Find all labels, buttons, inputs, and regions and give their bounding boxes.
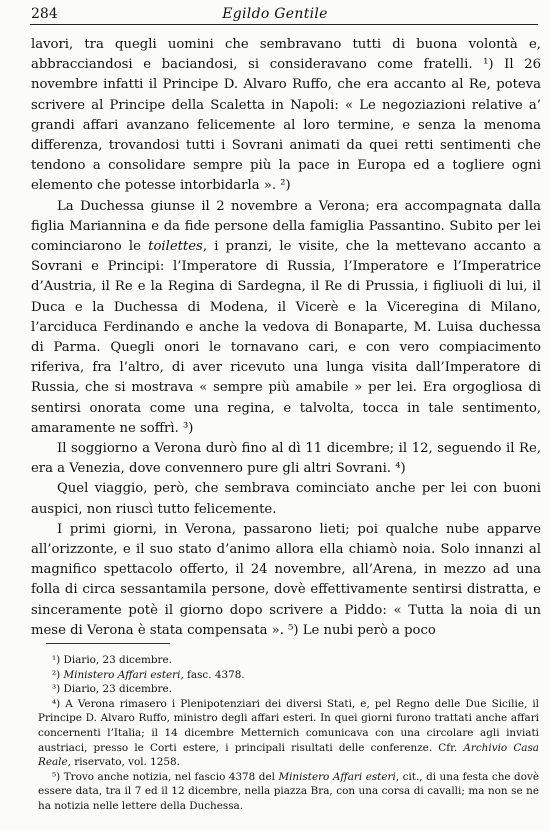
paragraph-1: lavori, tra quegli uomini che sembravano tutti di buona volontà e, abbracciandosi e baciandosi, si consideravano come fratelli. ¹) Il 26 novembre infatti il Principe D. Alvaro Ruffo, che era accanto al Re, poteva scrivere al Principe della Scaletta in Napoli: « Le negoziazioni relative a’ grandi affari avanzano felicemente al loro termine, e senza la menoma differenza, trovandosi tutti i Sovrani animati da quei retti sentimenti che tendono a consolidare sempre più la pace in Europa ed a togliere ogni elemento che potesse intorbidarla ». ²) xyxy=(31,37,541,194)
footnote-3: ³) Diario, 23 dicembre. xyxy=(52,683,172,696)
running-header xyxy=(0,0,550,24)
body-text xyxy=(31,35,541,641)
footnote-4-source: Archivio Casa Reale xyxy=(38,741,539,769)
paragraph-4: Quel viaggio, però, che sembrava cominciato anche per lei con buoni auspici, non riuscì tutto felicemente. xyxy=(31,481,541,517)
footnotes xyxy=(38,653,539,814)
italic-term: toilettes xyxy=(148,239,203,255)
footnote-2-ref: , fasc. 4378. xyxy=(180,668,245,681)
footnote-1: ¹) Diario, 23 dicembre. xyxy=(52,654,172,666)
footnote-rule xyxy=(46,643,170,644)
footnote-4 xyxy=(38,697,539,770)
running-title: Egildo Gentile xyxy=(222,6,328,22)
footnote-2-marker: ²) xyxy=(52,668,64,681)
footnote-2 xyxy=(38,668,539,683)
page-number: 284 xyxy=(31,6,58,22)
paragraph-2: La Duchessa giunse il 2 novembre a Verona; era accompagnata dalla figlia Mariannina e da fide persone della famiglia Passantino. Subito per lei cominciarono le toilettes, i pranzi, le visite, che la mettevano accanto a Sovrani e Principi: l’Imperatore di Russia, l’Imperatore e l’Imperatrice d’Austria, il Re e la Regina di Sardegna, il Re di Prussia, i figliuoli di lui, il Duca e la Duchessa di Modena, il Vicerè e la Viceregina di Milano, l’arciduca Ferdinando e anche la vedova di Bonaparte, M. Luisa duchessa di Parma. Quegli onori le tornavano cari, e con vero compiacimento riferiva, fra l’altro, di aver ricevuto una lunga visita dall’Imperatore di Russia, che si mostrava « sempre più amabile » per lei. Era orgogliosa di sentirsi onorata come una regina, e talvolta, tocca in tale sentimento, amaramente ne soffrì. ³) xyxy=(31,198,541,436)
paragraph-3: Il soggiorno a Verona durò fino al dì 11 dicembre; il 12, seguendo il Re, era a Venezia, dove convennero pure gli altri Sovrani. ⁴) xyxy=(31,441,541,477)
paragraph-5: I primi giorni, in Verona, passarono lieti; poi qualche nube apparve all’orizzonte, e il suo stato d’animo allora ella chiamò noia. Solo innanzi al magnifico spettacolo offerto, il 24 novembre, all’Arena, in mezzo ad una folla di circa sessantamila persone, dovè effettivamente sentirsi distratta, e sinceramente potè il giorno dopo scrivere a Piddo: « Tutta la noia di un mese di Verona è stata compensata ». ⁵) Le nubi però a poco xyxy=(31,521,541,638)
footnote-5-text: ⁵) Trovo anche notizia, nel fascio 4378 del xyxy=(52,770,279,783)
footnote-4-text: ⁴) A Verona rimasero i Plenipotenziari dei diversi Stati, e, pel Regno delle Due Sicilie, il Principe D. Alvaro Ruffo, ministro degli affari esteri. In quei giorni furono trattati anche affari concernenti l’Italia; il 14 dicembre Metternich comunicava con una circolare agli inviati austriaci, presso le Corti estere, i principali risultati delle conferenze. Cfr. xyxy=(38,697,539,754)
header-rule xyxy=(30,24,538,25)
footnote-2-source: Ministero Affari esteri xyxy=(63,668,181,681)
footnote-4-ref: , riservato, vol. 1258. xyxy=(67,756,180,769)
footnote-5 xyxy=(38,770,539,814)
footnote-5-source: Ministero Affari esteri xyxy=(278,770,396,783)
footnote-5-rest: , cit., di una festa che dovè essere data, tra il 7 ed il 12 dicembre, nella piazza Bra, con una corsa di cavalli; ma non se ne ha notizia nelle lettere della Duchessa. xyxy=(38,770,539,812)
